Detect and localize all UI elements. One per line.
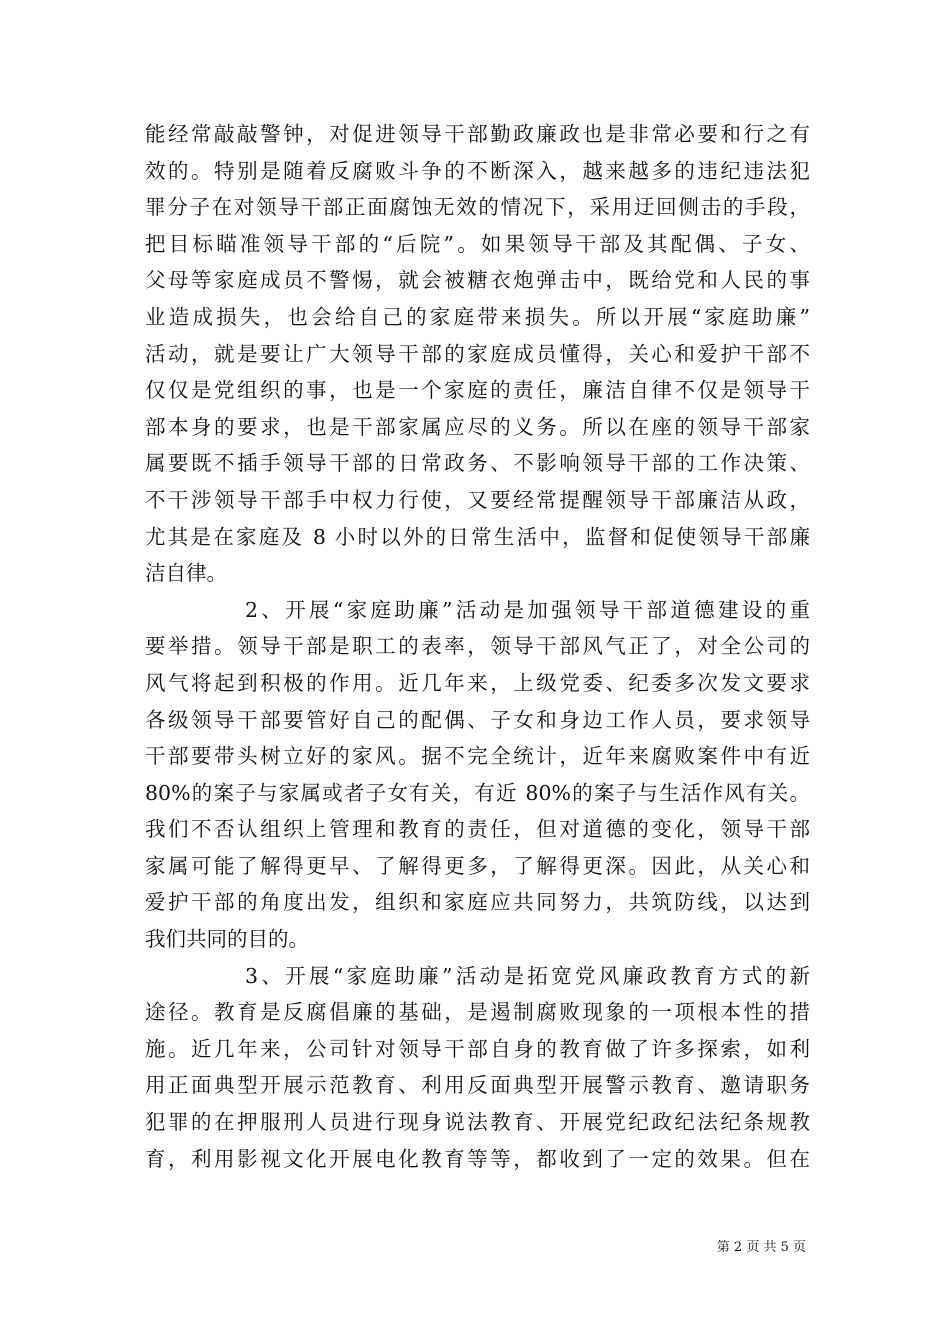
text-line: 仅仅是党组织的事，也是一个家庭的责任，廉洁自律不仅是领导干 bbox=[145, 378, 810, 403]
text-line: 2、开展“家庭助廉”活动是加强领导干部道德建设的重 bbox=[245, 597, 810, 622]
text-line: 家属可能了解得更早、了解得更多，了解得更深。因此，从关心和 bbox=[145, 853, 810, 878]
text-line: 属要既不插手领导干部的日常政务、不影响领导干部的工作决策、 bbox=[145, 451, 810, 476]
text-line: 80%的案子与家属或者子女有关，有近 80%的案子与生活作风有关。 bbox=[145, 780, 810, 805]
text-line: 施。近几年来，公司针对领导干部自身的教育做了许多探索，如利 bbox=[145, 1036, 810, 1061]
text-line: 途径。教育是反腐倡廉的基础，是遏制腐败现象的一项根本性的措 bbox=[145, 1000, 810, 1025]
text-line: 尤其是在家庭及 8 小时以外的日常生活中，监督和促使领导干部廉 bbox=[145, 524, 810, 549]
text-line: 用正面典型开展示范教育、利用反面典型开展警示教育、邀请职务 bbox=[145, 1073, 810, 1098]
text-line: 我们共同的目的。 bbox=[145, 927, 309, 952]
page-footer bbox=[0, 1239, 950, 1257]
text-line: 风气将起到积极的作用。近几年来，上级党委、纪委多次发文要求 bbox=[145, 670, 810, 695]
text-line: 业造成损失，也会给自己的家庭带来损失。所以开展“家庭助廉” bbox=[145, 304, 810, 329]
text-line: 要举措。领导干部是职工的表率，领导干部风气正了，对全公司的 bbox=[145, 634, 810, 659]
text-line: 各级领导干部要管好自己的配偶、子女和身边工作人员，要求领导 bbox=[145, 707, 810, 732]
text-line: 把目标瞄准领导干部的“后院”。如果领导干部及其配偶、子女、 bbox=[145, 231, 810, 256]
paragraph-1 bbox=[145, 116, 810, 592]
text-line: 育，利用影视文化开展电化教育等等，都收到了一定的效果。但在 bbox=[145, 1146, 810, 1171]
text-line: 能经常敲敲警钟，对促进领导干部勤政廉政也是非常必要和行之有 bbox=[145, 122, 810, 146]
paragraph-3 bbox=[145, 958, 810, 1178]
text-line: 洁自律。 bbox=[145, 561, 227, 586]
text-line: 我们不否认组织上管理和教育的责任，但对道德的变化，领导干部 bbox=[145, 817, 810, 842]
text-line: 不干涉领导干部手中权力行使，又要经常提醒领导干部廉洁从政， bbox=[145, 487, 810, 512]
text-line: 活动，就是要让广大领导干部的家庭成员懂得，关心和爱护干部不 bbox=[145, 341, 810, 366]
text-line: 犯罪的在押服刑人员进行现身说法教育、开展党纪政纪法纪条规教 bbox=[145, 1110, 810, 1135]
text-line: 效的。特别是随着反腐败斗争的不断深入，越来越多的违纪违法犯 bbox=[145, 158, 810, 183]
page-number: 第 2 页 共 5 页 bbox=[716, 1240, 806, 1255]
text-line: 罪分子在对领导干部正面腐蚀无效的情况下，采用迂回侧击的手段， bbox=[145, 195, 810, 220]
text-line: 爱护干部的角度出发，组织和家庭应共同努力，共筑防线，以达到 bbox=[145, 890, 810, 915]
text-line: 父母等家庭成员不警惕，就会被糖衣炮弹击中，既给党和人民的事 bbox=[145, 268, 810, 293]
text-line: 3、开展“家庭助廉”活动是拓宽党风廉政教育方式的新 bbox=[245, 963, 810, 988]
text-line: 部本身的要求，也是干部家属应尽的义务。所以在座的领导干部家 bbox=[145, 414, 810, 439]
body-text bbox=[145, 116, 810, 1177]
paragraph-2 bbox=[145, 592, 810, 958]
text-line: 干部要带头树立好的家风。据不完全统计，近年来腐败案件中有近 bbox=[145, 744, 810, 769]
